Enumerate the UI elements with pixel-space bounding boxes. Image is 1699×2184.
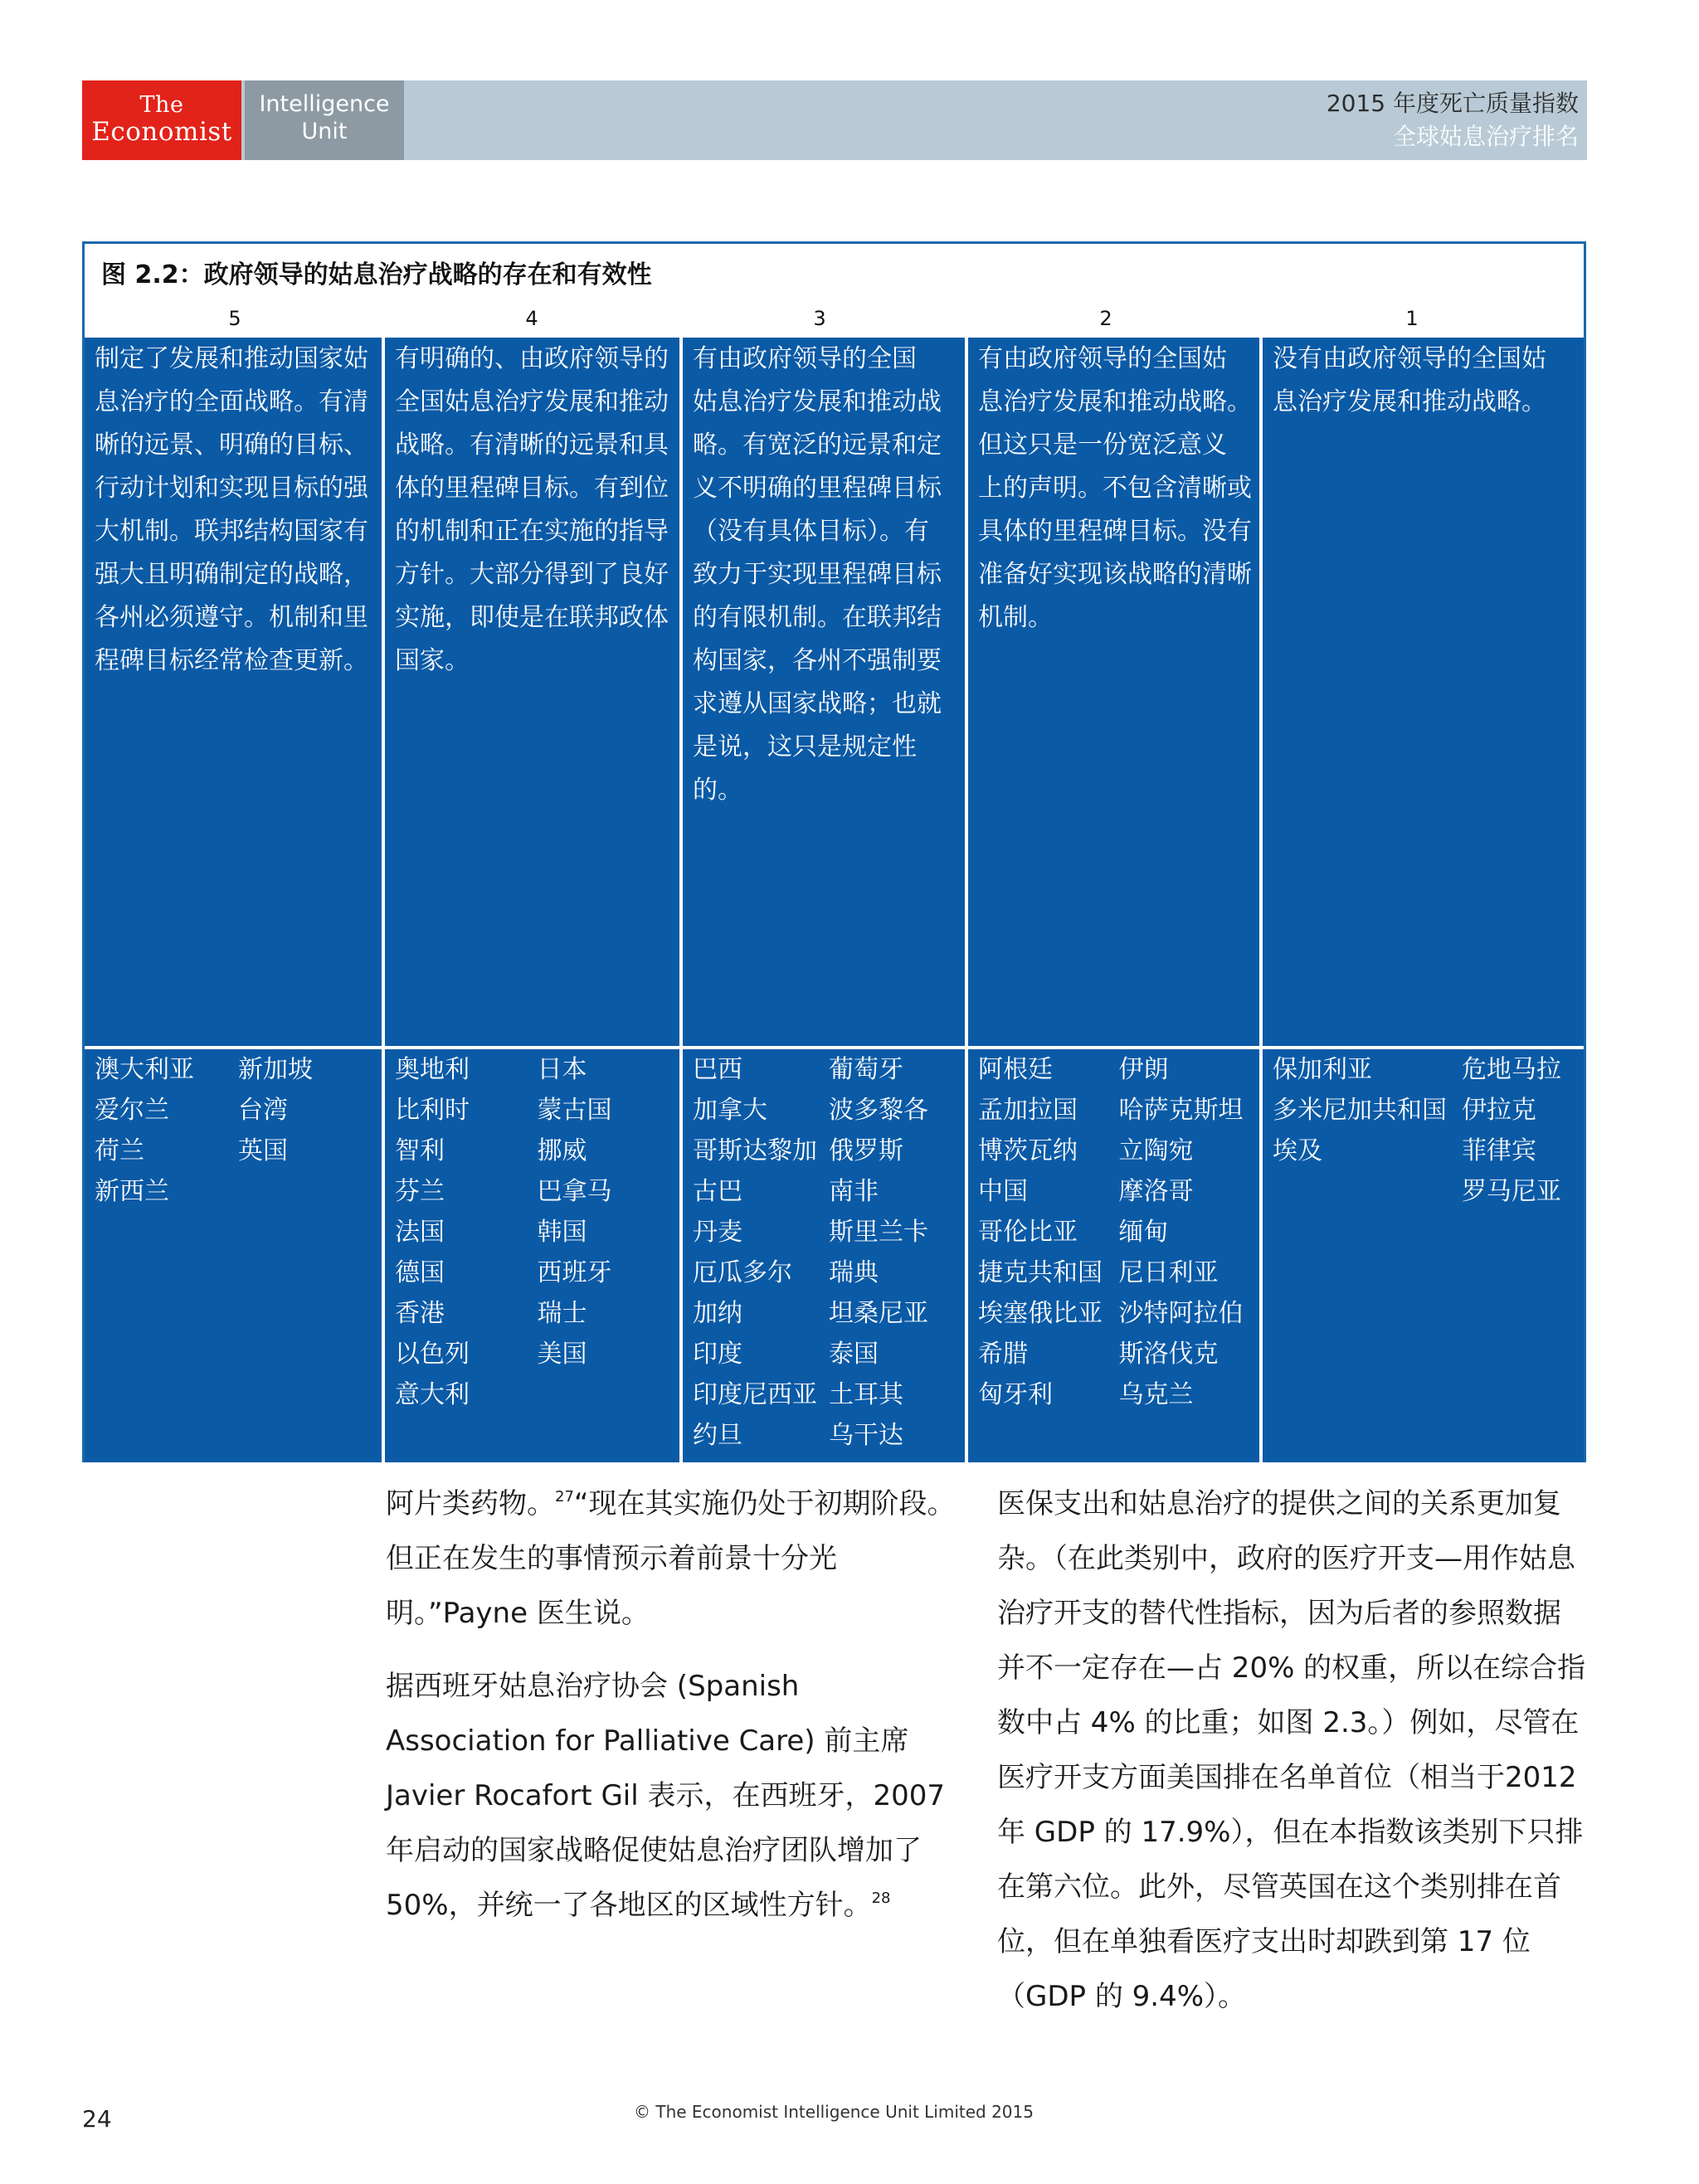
description-line: 程碑目标经常检查更新。 (95, 646, 368, 675)
description-line: 致力于实现里程碑目标 (693, 560, 942, 589)
country-name (829, 1456, 965, 1462)
country-name: 挪威 (537, 1136, 587, 1165)
country-name: 乌干达 (829, 1421, 903, 1450)
country-name (1273, 1171, 1462, 1212)
country-name: 阿根廷 (978, 1055, 1053, 1084)
figure-2-2-table (82, 241, 1586, 1462)
country-name: 澳大利亚 (95, 1055, 194, 1084)
country-name: 南非 (829, 1177, 879, 1206)
country-name: 爱尔兰 (95, 1096, 169, 1125)
country-name: 新加坡 (238, 1055, 313, 1084)
column-3-description (683, 338, 965, 1046)
page-number: 24 (82, 2105, 112, 2133)
country-list (385, 1049, 679, 1415)
description-line: 求遵从国家战略；也就 (693, 689, 942, 718)
description-text (1263, 338, 1584, 424)
footnote-ref: 27 (555, 1488, 574, 1505)
description-line: 准备好实现该战略的清晰 (978, 560, 1252, 589)
country-name: 瑞士 (537, 1299, 587, 1328)
country-name: 德国 (395, 1258, 445, 1287)
description-line: 战略。有清晰的远景和具 (395, 430, 669, 460)
description-line: 构国家，各州不强制要 (693, 646, 942, 675)
description-text (85, 338, 382, 683)
description-line: 制定了发展和推动国家姑 (95, 344, 368, 373)
country-name: 约旦 (693, 1421, 742, 1450)
description-line: 没有由政府领导的全国姑 (1273, 344, 1546, 373)
description-line: 具体的里程碑目标。没有 (978, 517, 1252, 546)
country-name: 韩国 (537, 1218, 587, 1247)
economist-logo-line1: The (139, 92, 184, 118)
country-name: 巴拿马 (537, 1177, 612, 1206)
score-label-5: 5 (228, 307, 241, 330)
description-line: 有明确的、由政府领导的 (395, 344, 669, 373)
column-2-description (968, 338, 1259, 1046)
country-name: 蒙古国 (537, 1096, 612, 1125)
country-name: 日本 (537, 1055, 587, 1084)
description-line: 上的声明。不包含清晰或 (978, 474, 1252, 503)
country-name: 智利 (395, 1136, 445, 1165)
country-name: 博茨瓦纳 (978, 1136, 1078, 1165)
description-line: 息治疗发展和推动战略。 (1273, 387, 1546, 416)
country-name: 中国 (978, 1177, 1028, 1206)
country-name: 巴西 (693, 1055, 742, 1084)
country-name: 哥斯达黎加 (693, 1136, 817, 1165)
country-name: 哈萨克斯坦 (1118, 1096, 1244, 1125)
country-list (683, 1049, 965, 1462)
score-label-1: 1 (1405, 307, 1419, 330)
country-name: 加拿大 (693, 1096, 767, 1125)
description-line: 行动计划和实现目标的强 (95, 474, 368, 503)
country-name: 荷兰 (95, 1136, 144, 1165)
body-left-column (386, 1476, 966, 1933)
description-text (968, 338, 1259, 640)
column-2-countries (968, 1049, 1259, 1462)
page-header (82, 80, 1587, 160)
description-line: 姑息治疗发展和推动战 (693, 387, 942, 416)
country-name: 埃塞俄比亚 (978, 1299, 1103, 1328)
description-line: 晰的远景、明确的目标、 (95, 430, 368, 460)
country-name (693, 1456, 829, 1462)
description-text (385, 338, 679, 683)
column-divider (1259, 338, 1263, 1462)
column-1-description (1263, 338, 1584, 1046)
description-line: 强大且明确制定的战略， (95, 560, 368, 589)
figure-title: 图 2.2：政府领导的姑息治疗战略的存在和有效性 (101, 260, 652, 289)
description-line: 体的里程碑目标。有到位 (395, 474, 669, 503)
country-name: 新西兰 (95, 1177, 169, 1206)
description-line: 国家。 (395, 646, 470, 675)
report-subtitle: 全球姑息治疗排名 (1392, 123, 1579, 150)
country-name: 法国 (395, 1218, 445, 1247)
country-name: 台湾 (238, 1096, 288, 1125)
country-name: 瑞典 (829, 1258, 879, 1287)
iu-logo-line2: Unit (301, 119, 348, 144)
country-name: 印度尼西亚 (693, 1380, 817, 1409)
country-name: 奥地利 (395, 1055, 470, 1084)
country-name: 尼日利亚 (1118, 1258, 1219, 1287)
country-name: 孟加拉国 (978, 1096, 1078, 1125)
country-name: 坦桑尼亚 (829, 1299, 928, 1328)
country-name: 斯里兰卡 (829, 1218, 928, 1247)
description-line: 有由政府领导的全国 (693, 344, 917, 373)
paragraph-text: 据西班牙姑息治疗协会 (Spanish Association for Palliative Care) 前主席 Javier Rocafort Gil 表示，在西班牙，2007 年启动的国家战略促使姑息治疗团队增加了 50%，并统一了各地区的区域性方针。 (386, 1670, 946, 1922)
country-name: 土耳其 (829, 1380, 903, 1409)
paragraph (386, 1476, 966, 1641)
copyright-notice: © The Economist Intelligence Unit Limited 2015 (634, 2102, 1034, 2122)
description-line: 的。 (693, 776, 742, 805)
country-name: 罗马尼亚 (1461, 1177, 1561, 1206)
column-divider (679, 338, 683, 1462)
country-name: 英国 (238, 1136, 288, 1165)
description-line: 大机制。联邦结构国家有 (95, 517, 368, 546)
paragraph: 医保支出和姑息治疗的提供之间的关系更加复杂。（在此类别中，政府的医疗开支—用作姑息治疗开支的替代性指标，因为后者的参照数据并不一定存在—占 20% 的权重，所以在综合指数中占 4% 的比重；如图 2.3。）例如，尽管在医疗开支方面美国排在名单首位（相当于2012 年 GDP 的 17.9%），但在本指数该类别下只排在第六位。此外，尽管英国在这个类别排在首位，但在单独看医疗支出时却跌到第 17 位（GDP 的 9.4%）。 (997, 1487, 1586, 2013)
country-name: 加纳 (693, 1299, 742, 1328)
country-name: 波多黎各 (829, 1096, 928, 1125)
country-list (968, 1049, 1259, 1415)
description-line: 是说，这只是规定性 (693, 732, 917, 761)
country-name: 斯洛伐克 (1118, 1340, 1219, 1369)
footnote-ref: 28 (871, 1890, 891, 1907)
description-line: 略。有宽泛的远景和定 (693, 430, 942, 460)
country-name: 印度 (693, 1340, 742, 1369)
description-line: 息治疗发展和推动战略。 (978, 387, 1252, 416)
country-name: 摩洛哥 (1118, 1177, 1194, 1206)
column-4-countries (385, 1049, 679, 1462)
score-label-2: 2 (1099, 307, 1112, 330)
score-label-4: 4 (525, 307, 538, 330)
country-name: 美国 (537, 1340, 587, 1369)
country-list (85, 1049, 382, 1212)
description-text (683, 338, 965, 812)
column-divider (382, 338, 385, 1462)
country-name: 丹麦 (693, 1218, 742, 1247)
country-name: 乌克兰 (1118, 1380, 1194, 1409)
column-5-countries (85, 1049, 382, 1462)
country-name: 多米尼加共和国 (1273, 1096, 1447, 1125)
column-4-description (385, 338, 679, 1046)
description-line: 的机制和正在实施的指导 (395, 517, 669, 546)
paragraph-text: “现在其实施仍处于初期阶段。但正在发生的事情预示着前景十分光明。”Payne 医生说。 (386, 1487, 956, 1630)
column-3-countries (683, 1049, 965, 1462)
description-line: 机制。 (978, 603, 1053, 632)
description-line: 的有限机制。在联邦结 (693, 603, 942, 632)
country-name (538, 1374, 680, 1415)
description-line: 全国姑息治疗发展和推动 (395, 387, 669, 416)
country-name: 西班牙 (537, 1258, 612, 1287)
report-title: 2015 年度死亡质量指数 (1326, 90, 1579, 117)
iu-logo-line1: Intelligence (259, 91, 390, 117)
country-name: 俄罗斯 (829, 1136, 903, 1165)
score-label-3: 3 (813, 307, 826, 330)
country-name: 意大利 (395, 1380, 470, 1409)
paragraph-text: 阿片类药物。 (386, 1487, 555, 1520)
description-line: 义不明确的里程碑目标 (693, 474, 942, 503)
country-name: 古巴 (693, 1177, 742, 1206)
country-name: 比利时 (395, 1096, 470, 1125)
column-5-description (85, 338, 382, 1046)
country-name: 泰国 (829, 1340, 879, 1369)
country-name: 沙特阿拉伯 (1118, 1299, 1244, 1328)
column-divider (965, 338, 968, 1462)
paragraph (386, 1659, 966, 1933)
description-line: 但这只是一份宽泛意义 (978, 430, 1227, 460)
country-name: 以色列 (395, 1340, 470, 1369)
country-name (238, 1171, 382, 1212)
economist-logo-line2: Economist (91, 117, 232, 147)
description-line: 有由政府领导的全国姑 (978, 344, 1227, 373)
country-name: 缅甸 (1118, 1218, 1169, 1247)
intelligence-unit-logo (245, 80, 404, 160)
country-name: 伊朗 (1118, 1055, 1169, 1084)
country-name: 香港 (395, 1299, 445, 1328)
country-name: 伊拉克 (1461, 1096, 1536, 1125)
description-line: 各州必须遵守。机制和里 (95, 603, 368, 632)
country-name: 保加利亚 (1273, 1055, 1372, 1084)
country-name: 厄瓜多尔 (693, 1258, 792, 1287)
country-name: 埃及 (1273, 1136, 1322, 1165)
country-name: 菲律宾 (1461, 1136, 1536, 1165)
country-name: 立陶宛 (1118, 1136, 1194, 1165)
description-line: 息治疗的全面战略。有清 (95, 387, 368, 416)
country-name: 危地马拉 (1461, 1055, 1561, 1084)
country-list (1263, 1049, 1584, 1212)
economist-logo (82, 80, 241, 160)
description-line: 方针。大部分得到了良好 (395, 560, 669, 589)
country-name: 匈牙利 (978, 1380, 1053, 1409)
country-name: 希腊 (978, 1340, 1028, 1369)
description-line: 实施，即使是在联邦政体 (395, 603, 669, 632)
country-name: 芬兰 (395, 1177, 445, 1206)
column-1-countries (1263, 1049, 1584, 1462)
country-name: 哥伦比亚 (978, 1218, 1078, 1247)
body-right-column (997, 1476, 1588, 2024)
description-line: （没有具体目标）。有 (693, 517, 929, 546)
country-name: 葡萄牙 (829, 1055, 903, 1084)
header-titles (1327, 87, 1579, 153)
country-name: 捷克共和国 (978, 1258, 1103, 1287)
